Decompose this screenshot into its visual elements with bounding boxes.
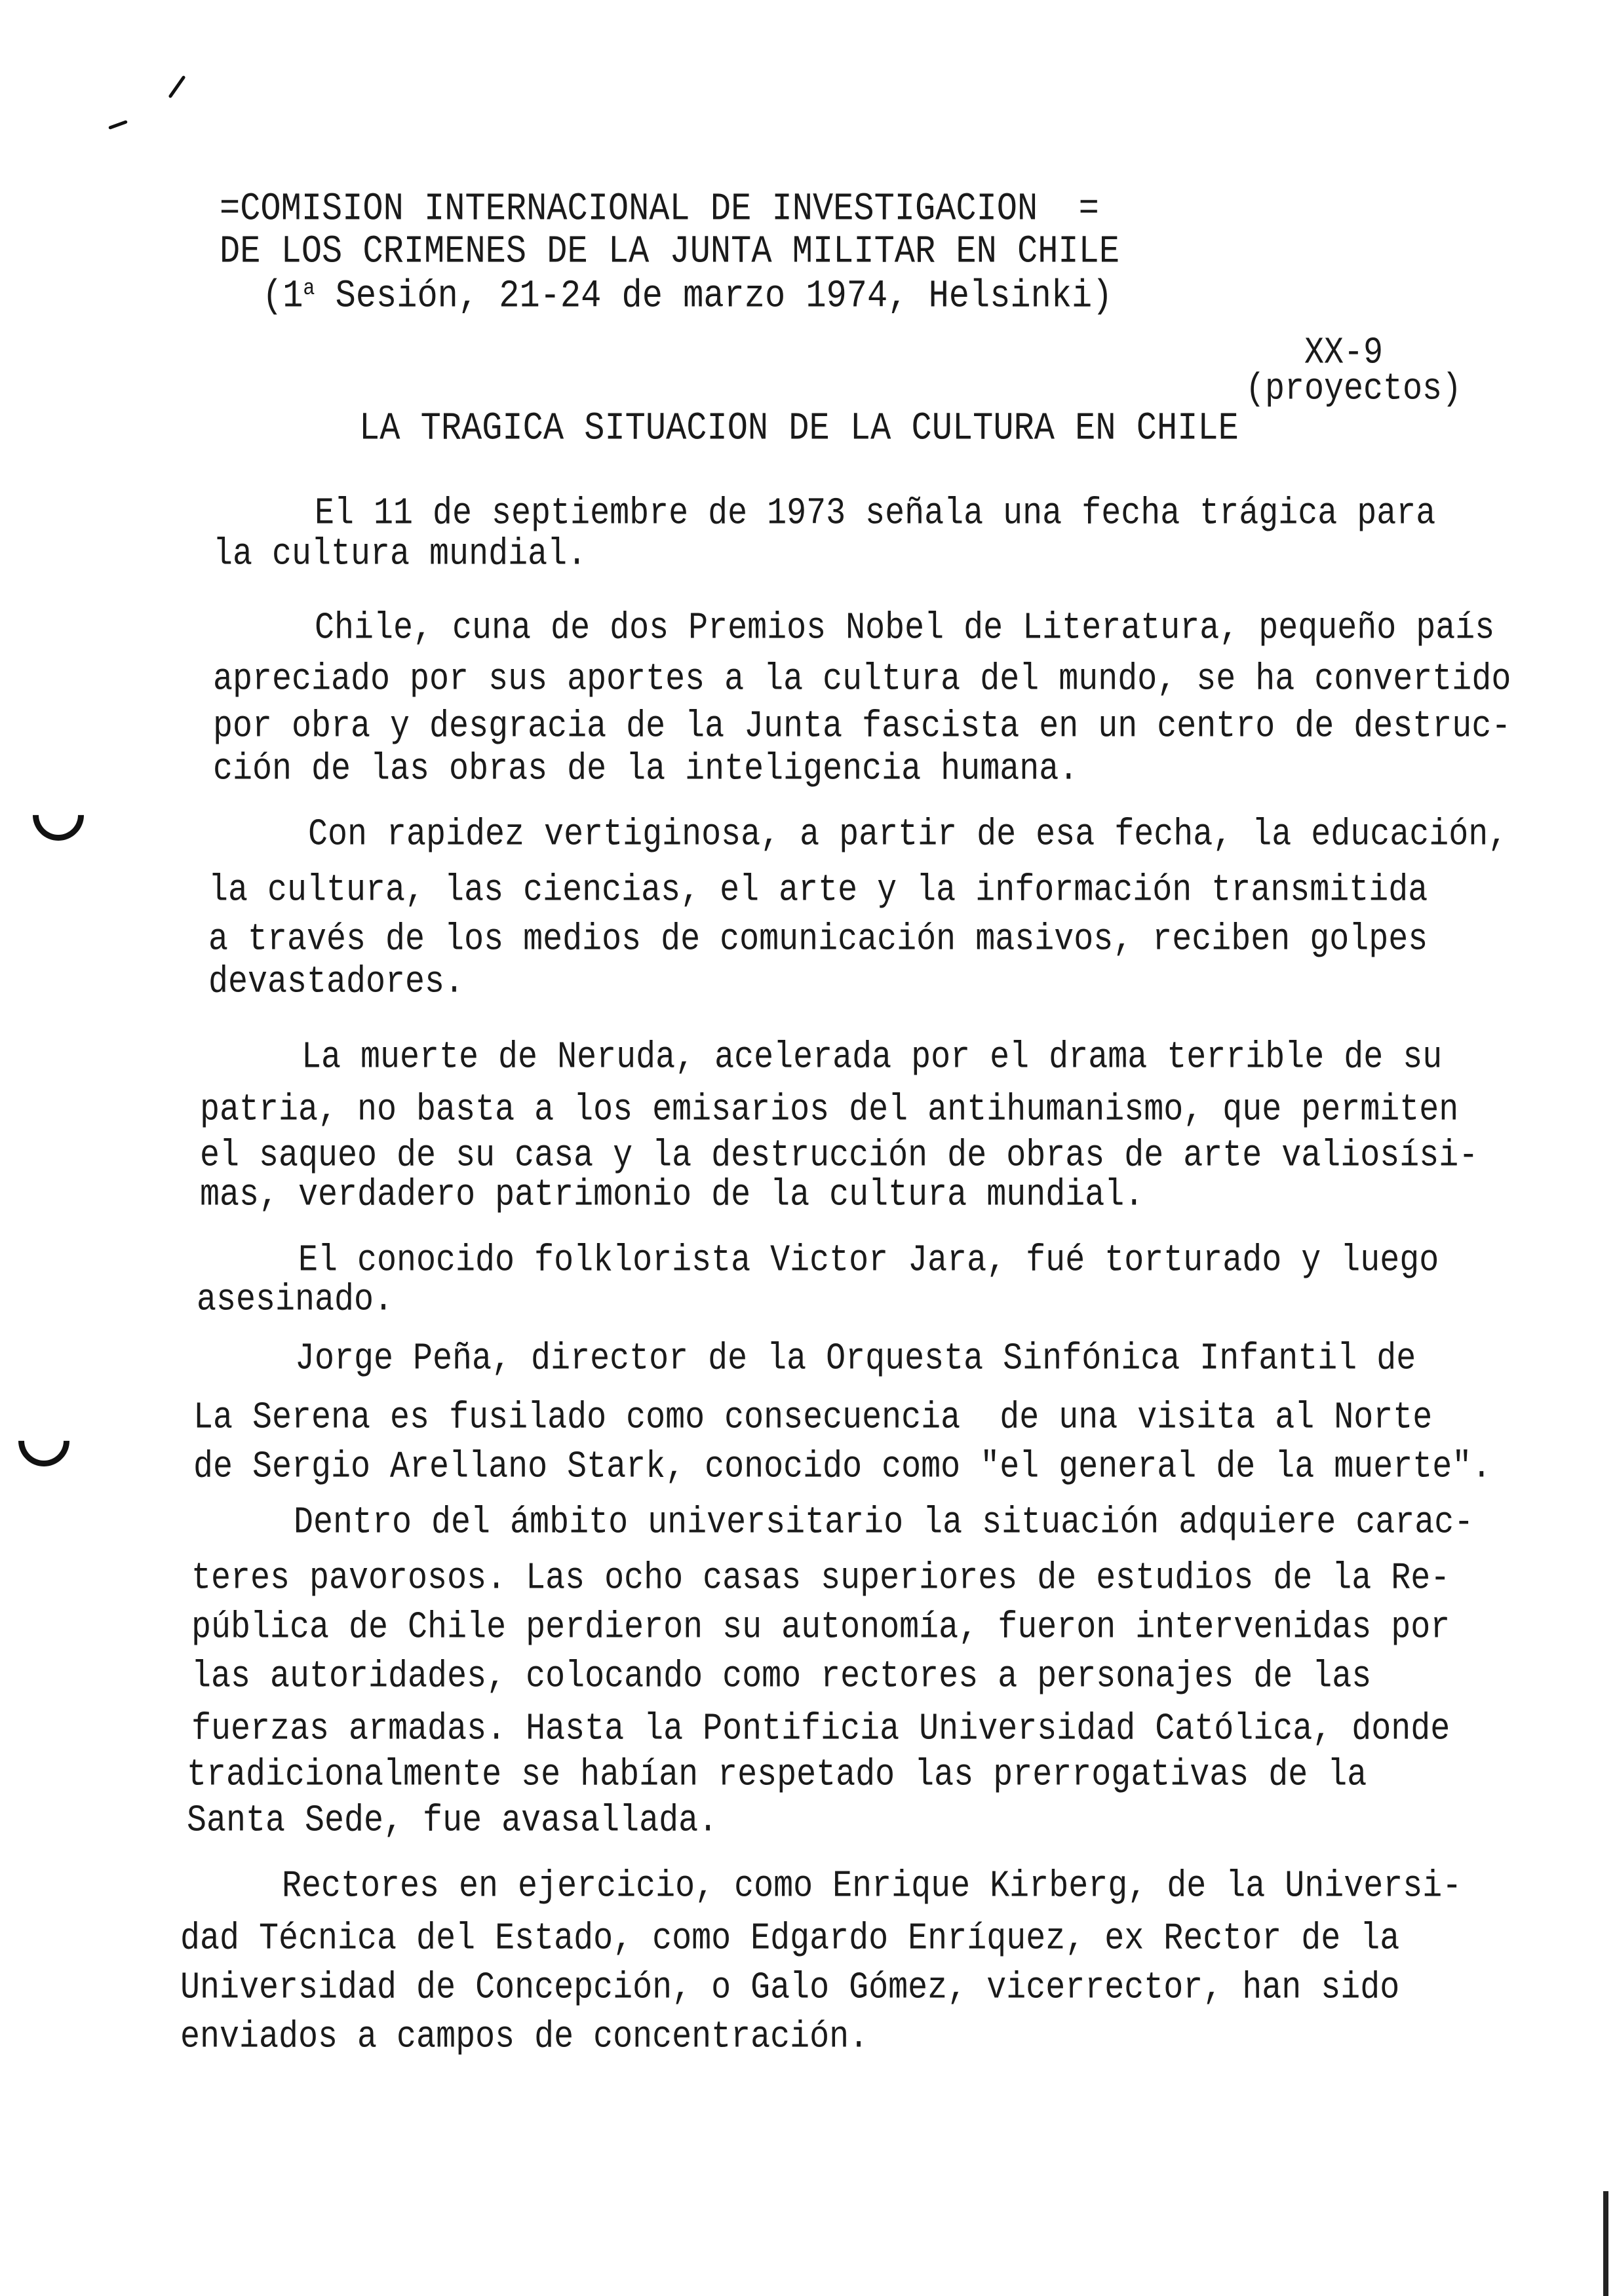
text-line: La muerte de Neruda, acelerada por el drama terrible de su xyxy=(302,1036,1443,1079)
text-line: Jorge Peña, director de la Orquesta Sinfónica Infantil de xyxy=(295,1337,1416,1381)
text-line: patria, no basta a los emisarios del antihumanismo, que permiten xyxy=(200,1088,1459,1132)
punch-hole-mark xyxy=(22,779,94,851)
text-line: El conocido folklorista Victor Jara, fué torturado y luego xyxy=(298,1239,1439,1282)
text-line: tradicionalmente se habían respetado las prerrogativas de la xyxy=(187,1753,1367,1797)
text-line: enviados a campos de concentración. xyxy=(180,2016,869,2059)
text-line: pública de Chile perdieron su autonomía, fueron intervenidas por xyxy=(191,1606,1450,1649)
session-prefix: (1 xyxy=(262,274,303,318)
text-line: el saqueo de su casa y la destrucción de obras de arte valiosísi- xyxy=(200,1134,1479,1177)
header-line-1: =COMISION INTERNACIONAL DE INVESTIGACION = xyxy=(220,187,1099,231)
text-line: mas, verdadero patrimonio de la cultura mundial. xyxy=(200,1174,1144,1217)
text-line: devastadores. xyxy=(208,961,465,1004)
document-title: LA TRAGICA SITUACION DE LA CULTURA EN CHILE xyxy=(359,406,1239,451)
ordinal-superscript: a xyxy=(303,276,315,302)
text-line: Santa Sede, fue avasallada. xyxy=(187,1799,718,1843)
text-line: a través de los medios de comunicación masivos, reciben golpes xyxy=(208,918,1428,961)
text-line: ción de las obras de la inteligencia humana. xyxy=(213,748,1079,791)
text-line: Rectores en ejercicio, como Enrique Kirberg, de la Universi- xyxy=(282,1865,1462,1908)
pen-mark xyxy=(108,120,128,130)
punch-hole-mark xyxy=(8,1405,80,1477)
text-line: asesinado. xyxy=(197,1278,394,1322)
text-line: las autoridades, colocando como rectores a personajes de las xyxy=(191,1655,1372,1698)
text-line: Dentro del ámbito universitario la situación adquiere carac- xyxy=(294,1501,1474,1544)
text-line: La Serena es fusilado como consecuencia de una visita al Norte xyxy=(193,1396,1433,1440)
text-line: por obra y desgracia de la Junta fascista en un centro de destruc- xyxy=(213,705,1511,748)
text-line: fuerzas armadas. Hasta la Pontificia Universidad Católica, donde xyxy=(191,1708,1450,1751)
text-line: El 11 de septiembre de 1973 señala una fecha trágica para xyxy=(315,492,1436,535)
text-line: teres pavorosos. Las ocho casas superiores de estudios de la Re- xyxy=(191,1557,1450,1600)
text-line: Universidad de Concepción, o Galo Gómez, vicerrector, han sido xyxy=(180,1966,1400,2010)
session-text: Sesión, 21-24 de marzo 1974, Helsinki) xyxy=(315,274,1113,318)
header-line-3 xyxy=(262,274,1112,319)
text-line: Chile, cuna de dos Premios Nobel de Literatura, pequeño país xyxy=(315,607,1495,650)
text-line: la cultura, las ciencias, el arte y la información transmitida xyxy=(208,869,1428,912)
page-edge-mark xyxy=(1603,2191,1608,2296)
reference-note: (proyectos) xyxy=(1245,368,1462,411)
reference-code: XX-9 xyxy=(1304,332,1384,375)
text-line: apreciado por sus aportes a la cultura del mundo, se ha convertido xyxy=(213,658,1511,701)
text-line: Con rapidez vertiginosa, a partir de esa fecha, la educación, xyxy=(308,813,1508,856)
text-line: la cultura mundial. xyxy=(213,533,587,576)
pen-mark xyxy=(168,75,185,99)
header-line-2: DE LOS CRIMENES DE LA JUNTA MILITAR EN CHILE xyxy=(220,229,1120,274)
text-line: de Sergio Arellano Stark, conocido como "el general de la muerte". xyxy=(193,1445,1492,1489)
text-line: dad Técnica del Estado, como Edgardo Enríquez, ex Rector de la xyxy=(180,1917,1400,1961)
